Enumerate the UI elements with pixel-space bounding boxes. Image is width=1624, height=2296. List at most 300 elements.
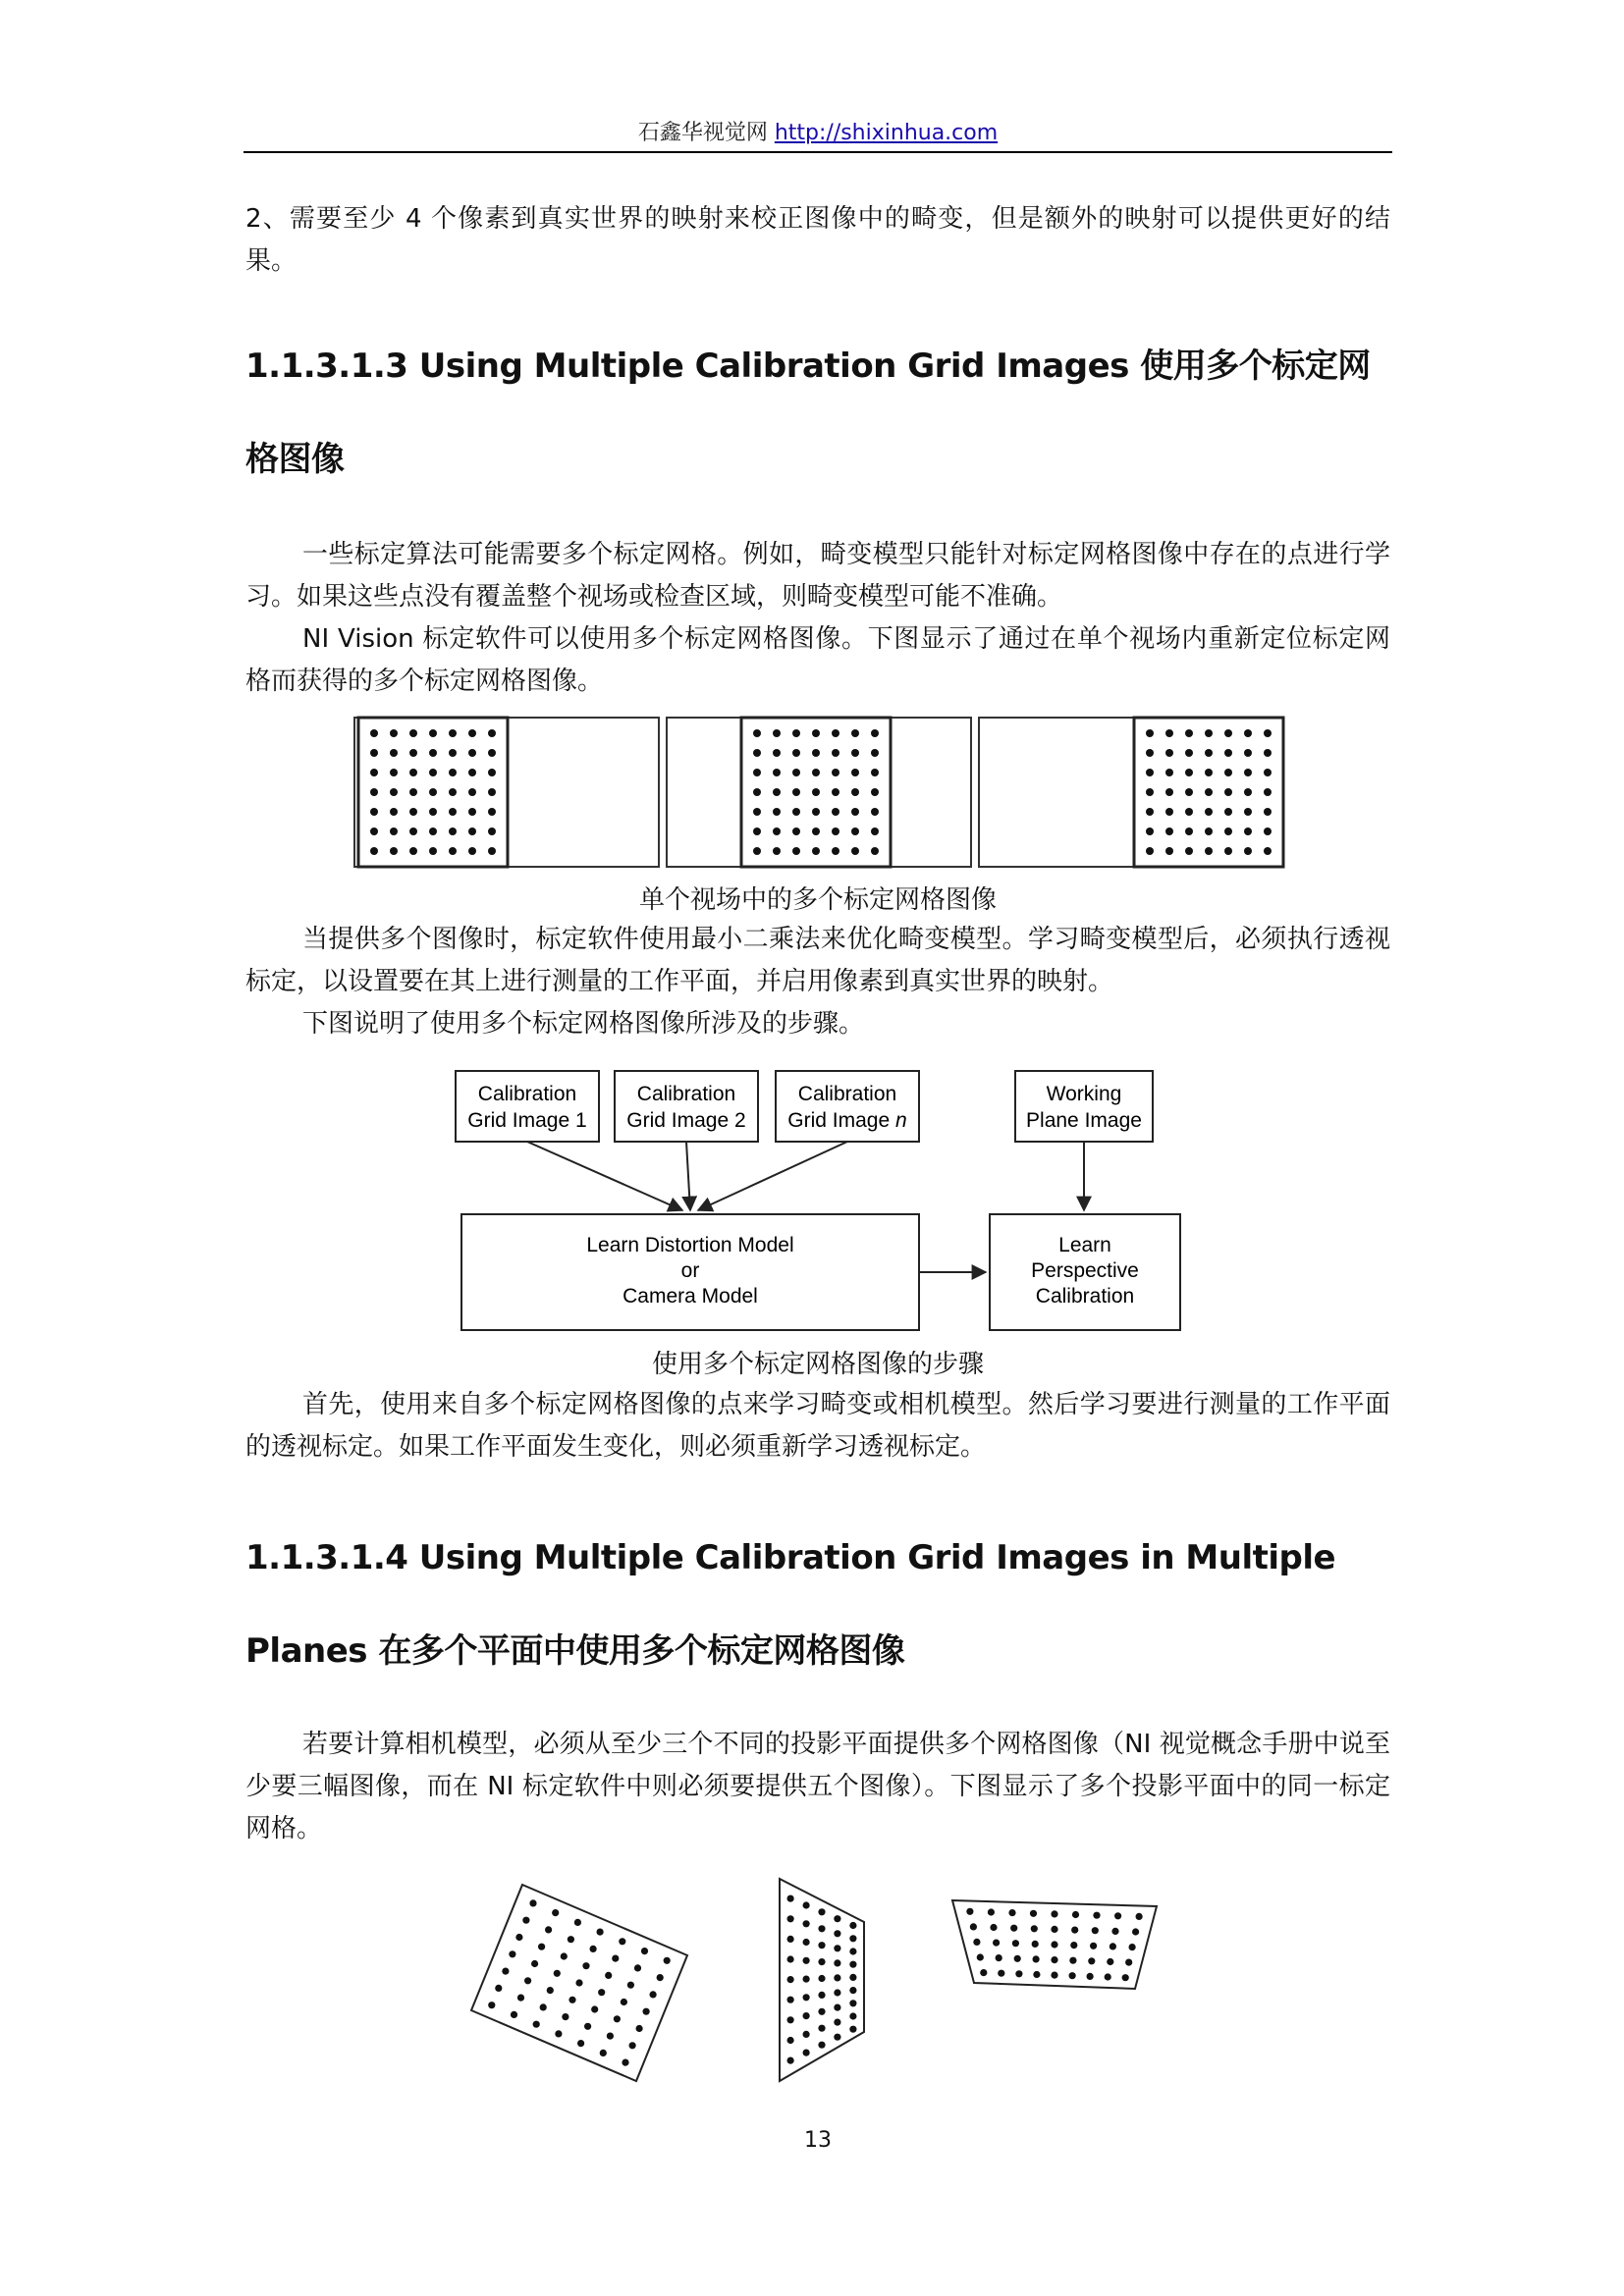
svg-text:Grid Image 2: Grid Image 2: [626, 1109, 746, 1132]
plane-grid-dot: [568, 1997, 575, 2003]
grid-dot: [1264, 729, 1272, 737]
plane-grid-dot: [803, 1939, 810, 1946]
plane-grid-dot: [818, 2025, 825, 2032]
plane-grid-dot: [1069, 1972, 1076, 1979]
grid-dot: [390, 847, 398, 855]
plane-grid-dot: [538, 1944, 545, 1950]
plane-grid-dot: [834, 1959, 840, 1966]
plane-grid-dot: [834, 1989, 840, 1996]
header-link[interactable]: http://shixinhua.com: [774, 121, 999, 145]
grid-dot: [753, 808, 761, 816]
grid-dot: [1244, 808, 1252, 816]
plane-grid-dot: [998, 1970, 1004, 1977]
plane-grid-dot: [1093, 1912, 1100, 1919]
grid-dot: [1224, 788, 1232, 796]
plane-grid-dot: [634, 1964, 641, 1971]
svg-text:Grid Image 1: Grid Image 1: [467, 1109, 587, 1132]
plane-grid-dot: [627, 1982, 634, 1989]
plane-grid-dot: [787, 1896, 794, 1902]
plane-grid-dot: [591, 2005, 598, 2012]
plane-grid-dot: [1088, 1957, 1095, 1964]
grid-dot: [773, 769, 781, 776]
plane-grid-dot: [1110, 1943, 1116, 1949]
grid-dot: [1185, 808, 1193, 816]
grid-dot: [1264, 788, 1272, 796]
grid-dot: [1165, 847, 1173, 855]
grid-dot: [871, 788, 879, 796]
grid-dot: [488, 847, 496, 855]
figure2-caption: 使用多个标定网格图像的步骤: [651, 1350, 984, 1379]
grid-dot: [832, 847, 839, 855]
grid-dot: [1224, 808, 1232, 816]
grid-dot: [792, 847, 800, 855]
grid-dot: [1244, 749, 1252, 757]
plane-grid-dot: [495, 1985, 502, 1992]
plane-grid-dot: [524, 1977, 531, 1984]
grid-dot: [1205, 749, 1213, 757]
plane-grid-dot: [1136, 1913, 1143, 1920]
svg-text:Calibration: Calibration: [636, 1083, 736, 1105]
grid-dot: [871, 729, 879, 737]
svg-text:Calibration: Calibration: [477, 1083, 577, 1105]
plane-grid-dot: [574, 1919, 581, 1926]
plane-grid-dot: [990, 1924, 997, 1931]
grid-dot: [812, 847, 820, 855]
grid-dot: [832, 749, 839, 757]
grid-dot: [390, 749, 398, 757]
grid-dot: [449, 808, 457, 816]
svg-text:Plane Image: Plane Image: [1026, 1109, 1142, 1132]
grid-dot: [1205, 828, 1213, 835]
grid-dot: [390, 729, 398, 737]
plane-grid-dot: [1125, 1959, 1132, 1966]
grid-dot: [812, 788, 820, 796]
grid-dot: [1244, 769, 1252, 776]
plane-grid-dot: [818, 2008, 825, 2015]
grid-dot: [390, 808, 398, 816]
grid-dot: [468, 788, 476, 796]
plane-grid-dot: [1051, 1972, 1057, 1979]
grid-dot: [773, 749, 781, 757]
plane-grid-dot: [993, 1940, 1000, 1947]
grid-dot: [468, 847, 476, 855]
grid-dot: [1205, 729, 1213, 737]
svg-text:Grid Image n: Grid Image n: [787, 1109, 907, 1132]
plane-grid-dot: [1033, 1955, 1040, 1962]
plane-grid-dot: [650, 1991, 657, 1998]
plane-grid-dot: [1069, 1957, 1076, 1964]
section1-paragraph-5: 首先，使用来自多个标定网格图像的点来学习畸变或相机模型。然后学习要进行测量的工作平面的透视标定。如果工作平面发生变化，则必须重新学习透视标定。: [245, 1390, 1390, 1462]
grid-dot: [1185, 749, 1193, 757]
grid-dot: [753, 769, 761, 776]
plane-grid-dot: [540, 2003, 547, 2010]
svg-text:Learn: Learn: [1058, 1234, 1111, 1256]
grid-dot: [468, 808, 476, 816]
grid-dot: [468, 749, 476, 757]
grid-dot: [409, 828, 417, 835]
grid-dot: [1185, 847, 1193, 855]
section-heading-2: 1.1.3.1.4 Using Multiple Calibration Grid Images in Multiple Planes 在多个平面中使用多个标定网格图像: [245, 1538, 1336, 1671]
plane-grid-dot: [803, 1976, 810, 1983]
page-header: [244, 116, 1392, 146]
plane-grid-dot: [849, 2012, 856, 2019]
grid-dot: [488, 808, 496, 816]
grid-dot: [812, 769, 820, 776]
grid-dot: [1146, 788, 1154, 796]
plane-grid-dot: [517, 1995, 524, 2002]
plane-grid-dot: [1071, 1927, 1078, 1934]
plane-grid-dot: [1092, 1927, 1099, 1934]
grid-dot: [370, 729, 378, 737]
plane-grid-dot: [607, 2033, 614, 2040]
plane-grid-dot: [1012, 1940, 1019, 1947]
plane-grid-dot: [988, 1908, 995, 1915]
plane-grid-dot: [568, 1936, 574, 1943]
plane-grid-dot: [1051, 1941, 1057, 1948]
plane-grid-dot: [1132, 1928, 1139, 1935]
svg-text:Calibration: Calibration: [797, 1083, 897, 1105]
grid-dot: [1264, 808, 1272, 816]
grid-dot: [1165, 749, 1173, 757]
figure1-caption: 单个视场中的多个标定网格图像: [638, 885, 997, 915]
plane-grid-dot: [561, 1952, 568, 1959]
plane-grid-dot: [621, 1999, 627, 2005]
plane-grid-dot: [787, 1915, 794, 1922]
diagram-box-grid-image-n: [776, 1071, 919, 1142]
plane-grid-dot: [970, 1923, 977, 1930]
grid-dot: [851, 847, 859, 855]
plane-grid-dot: [818, 2042, 825, 2049]
grid-dot: [488, 828, 496, 835]
grid-dot: [1264, 847, 1272, 855]
grid-dot: [1185, 828, 1193, 835]
grid-dot: [753, 847, 761, 855]
plane-grid-dot: [533, 2021, 540, 2028]
plane-grid-dot: [803, 2031, 810, 2038]
plane-grid-dot: [834, 2034, 840, 2041]
section2-paragraph-1: 若要计算相机模型，必须从至少三个不同的投影平面提供多个网格图像（NI 视觉概念手册中说至少要三幅图像，而在 NI 标定软件中则必须要提供五个图像）。下图显示了多个投影平面中的同一标定网格。: [245, 1730, 1390, 1843]
svg-text:Camera Model: Camera Model: [623, 1285, 758, 1308]
plane-grid-dot: [612, 1955, 619, 1962]
grid-dot: [1244, 847, 1252, 855]
plane-grid-dot: [582, 1962, 589, 1969]
plane-grid-dot: [641, 1948, 648, 1954]
plane-grid-dot: [787, 2016, 794, 2023]
grid-dot: [851, 749, 859, 757]
plane-grid-dot: [1051, 1926, 1057, 1933]
plane-grid-dot: [818, 1958, 825, 1965]
grid-dot: [370, 828, 378, 835]
plane-grid-dot: [1030, 1910, 1037, 1917]
plane-grid-dot: [818, 1925, 825, 1932]
grid-dot: [1224, 847, 1232, 855]
grid-dot: [1205, 788, 1213, 796]
plane-grid-dot: [818, 1908, 825, 1915]
plane-grid-dot: [1051, 1956, 1057, 1963]
plane-grid-dot: [643, 2008, 650, 2015]
plane-grid-dot: [834, 1915, 840, 1922]
plane-grid-dot: [488, 2002, 495, 2008]
plane-grid-dot: [1107, 1958, 1113, 1965]
plane-grid-dot: [973, 1939, 980, 1946]
figure-steps-diagram: [432, 1065, 1198, 1335]
grid-dot: [1244, 828, 1252, 835]
grid-dot: [792, 828, 800, 835]
grid-dot: [871, 828, 879, 835]
grid-dot: [1244, 729, 1252, 737]
grid-dot: [812, 729, 820, 737]
intro-paragraph: 2、需要至少 4 个像素到真实世界的映射来校正图像中的畸变，但是额外的映射可以提供更好的结果。: [245, 204, 1390, 276]
grid-dot: [1146, 828, 1154, 835]
plane-grid-dot: [584, 2023, 591, 2030]
plane-grid-dot: [1090, 1943, 1097, 1949]
grid-dot: [429, 729, 437, 737]
grid-dot: [792, 769, 800, 776]
grid-dot: [1185, 729, 1193, 737]
grid-dot: [409, 729, 417, 737]
plane-grid-dot: [1114, 1912, 1121, 1919]
svg-text:Working: Working: [1046, 1083, 1122, 1105]
header-divider: [244, 151, 1392, 153]
plane-grid-dot: [849, 2026, 856, 2033]
grid-dot: [390, 788, 398, 796]
plane-grid-dot: [1072, 1911, 1079, 1918]
plane-grid-dot: [803, 1994, 810, 2001]
plane-grid-dot: [787, 1976, 794, 1983]
diagram-box-working-plane-image: [1015, 1071, 1153, 1142]
grid-dot: [1165, 788, 1173, 796]
plane-grid-dot: [657, 1974, 664, 1981]
grid-dot: [1146, 729, 1154, 737]
grid-dot: [1165, 808, 1173, 816]
grid-dot: [851, 769, 859, 776]
plane-grid-dot: [590, 1946, 597, 1952]
grid-dot: [871, 808, 879, 816]
grid-dot: [1264, 749, 1272, 757]
grid-dot: [832, 808, 839, 816]
plane-grid-dot: [605, 1972, 612, 1979]
grid-dot: [449, 847, 457, 855]
grid-dot: [488, 788, 496, 796]
plane-grid-dot: [531, 1960, 538, 1967]
grid-dot: [449, 769, 457, 776]
plane-grid-dot: [818, 1942, 825, 1949]
grid-dot: [488, 749, 496, 757]
plane-grid-dot: [787, 1997, 794, 2003]
grid-dot: [851, 729, 859, 737]
grid-dot: [429, 828, 437, 835]
plane-grid-dot: [1051, 1910, 1057, 1917]
grid-dot: [1165, 729, 1173, 737]
plane-grid-dot: [547, 1987, 554, 1994]
plane-grid-dot: [849, 1935, 856, 1942]
plane-grid-dot: [787, 1955, 794, 1962]
grid-dot: [1165, 828, 1173, 835]
arrow-2-to-distortion: [686, 1142, 690, 1210]
plane-grid-dot: [600, 2050, 607, 2056]
grid-dot: [409, 788, 417, 796]
plane-grid-dot: [1010, 1925, 1017, 1932]
grid-dot: [468, 729, 476, 737]
plane-grid-dot: [803, 1920, 810, 1927]
plane-grid-dot: [636, 2025, 643, 2032]
grid-dot: [429, 749, 437, 757]
grid-dot: [429, 788, 437, 796]
plane-grid-dot: [849, 1922, 856, 1929]
grid-dot: [370, 788, 378, 796]
grid-dot: [1185, 788, 1193, 796]
grid-dot: [812, 749, 820, 757]
page-number: 13: [804, 2128, 832, 2153]
grid-dot: [1146, 749, 1154, 757]
grid-dot: [409, 749, 417, 757]
plane-grid-dot: [834, 2019, 840, 2026]
grid-dot: [1146, 847, 1154, 855]
grid-dot: [409, 769, 417, 776]
plane-grid-dot: [629, 2042, 636, 2049]
plane-grid-dot: [803, 2050, 810, 2056]
plane-grid-dot: [1105, 1973, 1111, 1980]
plane-grid-dot: [552, 1909, 559, 1916]
svg-text:or: or: [680, 1259, 700, 1282]
plane-grid-dot: [1070, 1942, 1077, 1949]
arrow-n-to-distortion: [698, 1142, 847, 1210]
grid-dot: [753, 828, 761, 835]
grid-dot: [1224, 749, 1232, 757]
figure-grids-in-field-of-view: [351, 714, 1287, 873]
plane-grid-dot: [834, 1945, 840, 1951]
grid-dot: [773, 808, 781, 816]
section1-paragraph-2: NI Vision 标定软件可以使用多个标定网格图像。下图显示了通过在单个视场内重新定位标定网格而获得的多个标定网格图像。: [245, 624, 1390, 696]
grid-dot: [429, 769, 437, 776]
plane-grid-dot: [834, 1930, 840, 1937]
plane-grid-dot: [803, 2012, 810, 2019]
grid-dot: [1224, 769, 1232, 776]
grid-dot: [409, 847, 417, 855]
grid-dot: [832, 729, 839, 737]
grid-dot: [1205, 808, 1213, 816]
plane-grid-dot: [545, 1926, 552, 1933]
grid-dot: [832, 828, 839, 835]
grid-dot: [1224, 729, 1232, 737]
plane-grid-dot: [849, 2000, 856, 2006]
section1-paragraph-4: 下图说明了使用多个标定网格图像所涉及的步骤。: [302, 1009, 865, 1039]
grid-dot: [832, 788, 839, 796]
plane-grid-dot: [849, 1961, 856, 1968]
plane-grid-dot: [818, 1992, 825, 1999]
grid-dot: [468, 769, 476, 776]
grid-dot: [753, 749, 761, 757]
plane-grid-dot: [509, 1950, 515, 1957]
grid-dot: [409, 808, 417, 816]
grid-dot: [753, 788, 761, 796]
grid-dot: [1185, 769, 1193, 776]
grid-dot: [370, 769, 378, 776]
grid-dot: [468, 828, 476, 835]
grid-dot: [449, 828, 457, 835]
plane-grid-dot: [577, 2040, 584, 2047]
plane-grid-dot: [598, 1989, 605, 1996]
grid-dot: [773, 828, 781, 835]
grid-dot: [1205, 847, 1213, 855]
grid-dot: [390, 828, 398, 835]
grid-dot: [871, 847, 879, 855]
plane-grid-dot: [787, 2057, 794, 2064]
grid-dot: [429, 847, 437, 855]
grid-dot: [792, 749, 800, 757]
plane-grid-dot: [1014, 1955, 1021, 1962]
plane-grid-dot: [803, 1901, 810, 1908]
grid-dot: [1264, 828, 1272, 835]
plane-grid-dot: [1032, 1941, 1039, 1948]
plane-grid-dot: [1111, 1928, 1118, 1935]
plane-grid-dot: [818, 1975, 825, 1982]
plane-grid-dot: [834, 2004, 840, 2011]
grid-dot: [370, 749, 378, 757]
plane-grid-dot: [1008, 1909, 1015, 1916]
plane-grid-dot: [554, 1970, 561, 1977]
diagram-box-grid-image-2: [615, 1071, 758, 1142]
grid-dot: [1205, 769, 1213, 776]
grid-dot: [851, 788, 859, 796]
plane-grid-dot: [597, 1929, 604, 1936]
arrow-1-to-distortion: [527, 1142, 682, 1210]
grid-dot: [449, 749, 457, 757]
grid-dot: [488, 769, 496, 776]
plane-grid-dot: [575, 1979, 582, 1986]
grid-dot: [871, 769, 879, 776]
grid-dot: [1264, 769, 1272, 776]
plane-grid-dot: [555, 2030, 562, 2037]
plane-grid-dot: [1015, 1970, 1022, 1977]
plane-grid-dot: [849, 1974, 856, 1981]
diagram-box-learn-distortion-model: [461, 1214, 919, 1330]
grid-dot: [773, 729, 781, 737]
plane-grid-dot: [977, 1953, 984, 1960]
plane-grid-dot: [619, 1938, 625, 1945]
plane-grid-dot: [664, 1957, 671, 1964]
plane-grid-dot: [562, 2013, 568, 2020]
grid-dot: [792, 788, 800, 796]
plane-grid-dot: [529, 1899, 536, 1906]
grid-dot: [449, 788, 457, 796]
plane-grid-dot: [966, 1908, 973, 1915]
svg-text:Learn Distortion Model: Learn Distortion Model: [586, 1234, 794, 1256]
grid-dot: [429, 808, 437, 816]
plane-grid-dot: [996, 1954, 1002, 1961]
header-site: 石鑫华视觉网: [637, 121, 768, 145]
grid-dot: [753, 729, 761, 737]
grid-dot: [390, 769, 398, 776]
section1-paragraph-3: 当提供多个图像时，标定软件使用最小二乘法来优化畸变模型。学习畸变模型后，必须执行透视标定，以设置要在其上进行测量的工作平面，并启用像素到真实世界的映射。: [245, 925, 1390, 996]
plane-grid-dot: [1129, 1944, 1136, 1950]
grid-dot: [871, 749, 879, 757]
plane-grid-dot: [787, 2037, 794, 2044]
grid-dot: [488, 729, 496, 737]
grid-dot: [832, 769, 839, 776]
plane-grid-dot: [980, 1969, 987, 1976]
diagram-box-grid-image-1: [456, 1071, 599, 1142]
plane-grid-dot: [803, 1957, 810, 1964]
svg-text:Calibration: Calibration: [1035, 1285, 1135, 1308]
plane-grid-dot: [515, 1934, 522, 1941]
plane-grid-dot: [1031, 1925, 1038, 1932]
grid-dot: [792, 808, 800, 816]
grid-dot: [792, 729, 800, 737]
grid-dot: [1224, 828, 1232, 835]
figure-grids-multiple-planes: [461, 1873, 1168, 2099]
plane-grid-dot: [614, 2015, 621, 2022]
